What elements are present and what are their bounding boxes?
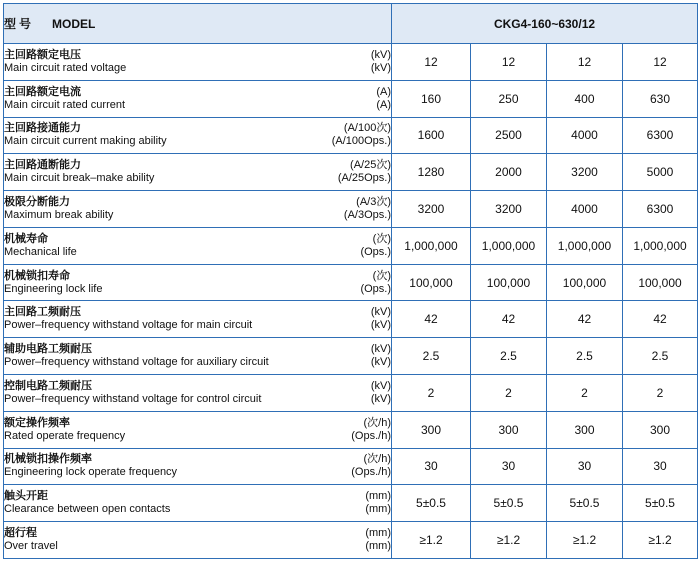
parameter-label-cn: 主回路工频耐压	[4, 306, 81, 319]
parameter-labels	[4, 343, 269, 369]
parameter-label-cn: 主回路通断能力	[4, 159, 81, 172]
parameter-label-en: Main circuit rated voltage	[4, 61, 127, 74]
parameter-label-en: Clearance between open contacts	[4, 503, 171, 516]
parameter-cell	[4, 44, 392, 81]
value-cell: 42	[547, 301, 623, 338]
value-cell: 1600	[392, 117, 471, 154]
parameter-labels	[4, 490, 170, 516]
parameter-content	[4, 380, 391, 406]
value-cell: 4000	[547, 191, 623, 228]
parameter-cell	[4, 485, 392, 522]
unit-cn: (A/100次)	[343, 122, 391, 135]
parameter-units	[371, 343, 391, 369]
unit-en: (kV)	[370, 392, 391, 405]
parameter-content	[4, 159, 391, 185]
value-cell: 42	[471, 301, 547, 338]
parameter-cell	[4, 375, 392, 412]
parameter-labels	[4, 380, 261, 406]
unit-cn: (A)	[376, 85, 391, 98]
parameter-label-en: Main circuit current making ability	[4, 135, 167, 148]
parameter-label-cn: 主回路额定电压	[4, 48, 81, 61]
value-cell: 30	[392, 448, 471, 485]
value-cell: 30	[623, 448, 698, 485]
value-cell: 12	[547, 44, 623, 81]
table-row	[4, 485, 698, 522]
parameter-content	[4, 270, 391, 296]
parameter-labels	[4, 196, 113, 222]
parameter-content	[4, 490, 391, 516]
unit-cn: (kV)	[370, 343, 391, 356]
series-header: CKG4-160~630/12	[392, 4, 698, 44]
value-cell: 100,000	[471, 264, 547, 301]
parameter-label-cn: 机械锁扣寿命	[4, 269, 70, 282]
value-cell: 300	[471, 411, 547, 448]
value-cell: 30	[471, 448, 547, 485]
value-cell: 250	[471, 80, 547, 117]
parameter-cell	[4, 117, 392, 154]
unit-en: (A)	[376, 98, 391, 111]
parameter-cell	[4, 80, 392, 117]
value-cell: 160	[392, 80, 471, 117]
unit-en: (Ops./h)	[351, 429, 391, 442]
unit-cn: (次/h)	[363, 416, 391, 429]
parameter-cell	[4, 301, 392, 338]
value-cell: 2.5	[471, 338, 547, 375]
table-row	[4, 191, 698, 228]
parameter-units	[371, 49, 391, 75]
table-row	[4, 264, 698, 301]
parameter-cell	[4, 448, 392, 485]
parameter-units	[371, 306, 391, 332]
value-cell: 1,000,000	[471, 227, 547, 264]
parameter-units	[376, 86, 391, 112]
unit-en: (A/100Ops.)	[331, 135, 391, 148]
parameter-label-cn: 机械寿命	[4, 232, 48, 245]
value-cell: 42	[392, 301, 471, 338]
parameter-labels	[4, 86, 125, 112]
value-cell: 2.5	[623, 338, 698, 375]
parameter-label-en: Rated operate frequency	[4, 429, 126, 442]
parameter-label-cn: 超行程	[4, 527, 37, 540]
value-cell: 1,000,000	[392, 227, 471, 264]
value-cell: ≥1.2	[547, 522, 623, 559]
parameter-content	[4, 122, 391, 148]
parameter-label-cn: 主回路额定电流	[4, 85, 81, 98]
unit-cn: (kV)	[370, 379, 391, 392]
value-cell: ≥1.2	[471, 522, 547, 559]
unit-en: (Ops./h)	[351, 466, 391, 479]
parameter-labels	[4, 527, 58, 553]
parameter-labels	[4, 49, 126, 75]
table-row	[4, 448, 698, 485]
parameter-label-cn: 控制电路工频耐压	[4, 379, 92, 392]
value-cell: 3200	[392, 191, 471, 228]
table-row	[4, 154, 698, 191]
unit-en: (kV)	[370, 61, 391, 74]
value-cell: 2000	[471, 154, 547, 191]
value-cell: 100,000	[547, 264, 623, 301]
parameter-cell	[4, 338, 392, 375]
parameter-cell	[4, 411, 392, 448]
parameter-label-cn: 主回路接通能力	[4, 122, 81, 135]
parameter-label-cn: 机械锁扣操作频率	[4, 453, 92, 466]
value-cell: 12	[392, 44, 471, 81]
spec-rows	[4, 44, 698, 559]
parameter-content	[4, 417, 391, 443]
parameter-label-en: Power–frequency withstand voltage for control circuit	[4, 392, 262, 405]
unit-cn: (A/25次)	[350, 159, 391, 172]
parameter-label-en: Engineering lock operate frequency	[4, 466, 178, 479]
parameter-label-en: Power–frequency withstand voltage for auxiliary circuit	[4, 356, 269, 369]
unit-en: (Ops.)	[360, 282, 391, 295]
table-row	[4, 375, 698, 412]
value-cell: 4000	[547, 117, 623, 154]
value-cell: 300	[623, 411, 698, 448]
model-header-cn: 型号	[4, 17, 35, 31]
parameter-labels	[4, 270, 102, 296]
parameter-units	[365, 527, 391, 553]
parameter-label-en: Power–frequency withstand voltage for main circuit	[4, 319, 253, 332]
unit-cn: (次)	[372, 269, 391, 282]
parameter-labels	[4, 159, 154, 185]
value-cell: 6300	[623, 117, 698, 154]
table-row	[4, 411, 698, 448]
parameter-units	[344, 196, 391, 222]
value-cell: 6300	[623, 191, 698, 228]
parameter-labels	[4, 417, 125, 443]
value-cell: 12	[471, 44, 547, 81]
parameter-label-en: Mechanical life	[4, 245, 77, 258]
spec-table	[3, 3, 698, 559]
parameter-cell	[4, 227, 392, 264]
unit-cn: (次)	[372, 232, 391, 245]
value-cell: 2.5	[547, 338, 623, 375]
parameter-label-cn: 极限分断能力	[4, 196, 70, 209]
table-row	[4, 44, 698, 81]
value-cell: 2	[471, 375, 547, 412]
unit-cn: (mm)	[365, 527, 391, 540]
parameter-labels	[4, 233, 77, 259]
value-cell: 42	[623, 301, 698, 338]
parameter-label-cn: 触头开距	[4, 490, 48, 503]
parameter-label-en: Main circuit rated current	[4, 98, 126, 111]
model-header	[4, 4, 392, 44]
value-cell: 2	[623, 375, 698, 412]
parameter-labels	[4, 306, 252, 332]
value-cell: 2.5	[392, 338, 471, 375]
parameter-content	[4, 49, 391, 75]
parameter-units	[360, 233, 391, 259]
table-row	[4, 301, 698, 338]
parameter-content	[4, 306, 391, 332]
value-cell: 5±0.5	[623, 485, 698, 522]
unit-en: (mm)	[365, 503, 391, 516]
header-row	[4, 4, 698, 44]
value-cell: 3200	[471, 191, 547, 228]
value-cell: 1280	[392, 154, 471, 191]
parameter-label-en: Main circuit break–make ability	[4, 172, 155, 185]
unit-cn: (A/3次)	[356, 196, 391, 209]
value-cell: 300	[392, 411, 471, 448]
unit-cn: (次/h)	[363, 453, 391, 466]
value-cell: ≥1.2	[392, 522, 471, 559]
parameter-content	[4, 343, 391, 369]
unit-en: (Ops.)	[360, 245, 391, 258]
parameter-units	[332, 122, 391, 148]
table-row	[4, 80, 698, 117]
value-cell: 1,000,000	[547, 227, 623, 264]
value-cell: 2	[547, 375, 623, 412]
unit-en: (A/25Ops.)	[337, 172, 391, 185]
parameter-labels	[4, 122, 167, 148]
table-row	[4, 227, 698, 264]
value-cell: 3200	[547, 154, 623, 191]
value-cell: 5000	[623, 154, 698, 191]
unit-cn: (kV)	[370, 306, 391, 319]
parameter-label-en: Over travel	[4, 540, 58, 553]
value-cell: 30	[547, 448, 623, 485]
unit-en: (kV)	[370, 356, 391, 369]
parameter-content	[4, 453, 391, 479]
parameter-labels	[4, 453, 177, 479]
value-cell: 12	[623, 44, 698, 81]
parameter-units	[371, 380, 391, 406]
table-row	[4, 117, 698, 154]
value-cell: 5±0.5	[392, 485, 471, 522]
parameter-content	[4, 196, 391, 222]
value-cell: 100,000	[623, 264, 698, 301]
parameter-cell	[4, 191, 392, 228]
parameter-label-cn: 额定操作频率	[4, 416, 70, 429]
value-cell: 400	[547, 80, 623, 117]
value-cell: 5±0.5	[471, 485, 547, 522]
parameter-label-cn: 辅助电路工频耐压	[4, 343, 92, 356]
parameter-cell	[4, 264, 392, 301]
parameter-cell	[4, 522, 392, 559]
value-cell: 100,000	[392, 264, 471, 301]
unit-en: (mm)	[365, 540, 391, 553]
value-cell: 300	[547, 411, 623, 448]
parameter-cell	[4, 154, 392, 191]
unit-en: (A/3Ops.)	[343, 209, 391, 222]
value-cell: ≥1.2	[623, 522, 698, 559]
model-header-en: MODEL	[52, 17, 96, 31]
parameter-units	[365, 490, 391, 516]
value-cell: 630	[623, 80, 698, 117]
value-cell: 5±0.5	[547, 485, 623, 522]
parameter-content	[4, 233, 391, 259]
value-cell: 1,000,000	[623, 227, 698, 264]
parameter-units	[351, 417, 391, 443]
unit-en: (kV)	[370, 319, 391, 332]
parameter-content	[4, 86, 391, 112]
parameter-units	[338, 159, 391, 185]
parameter-label-en: Maximum break ability	[4, 209, 114, 222]
parameter-units	[360, 270, 391, 296]
parameter-units	[351, 453, 391, 479]
parameter-label-en: Engineering lock life	[4, 282, 103, 295]
value-cell: 2	[392, 375, 471, 412]
table-row	[4, 522, 698, 559]
unit-cn: (kV)	[370, 48, 391, 61]
parameter-content	[4, 527, 391, 553]
value-cell: 2500	[471, 117, 547, 154]
table-row	[4, 338, 698, 375]
unit-cn: (mm)	[365, 490, 391, 503]
